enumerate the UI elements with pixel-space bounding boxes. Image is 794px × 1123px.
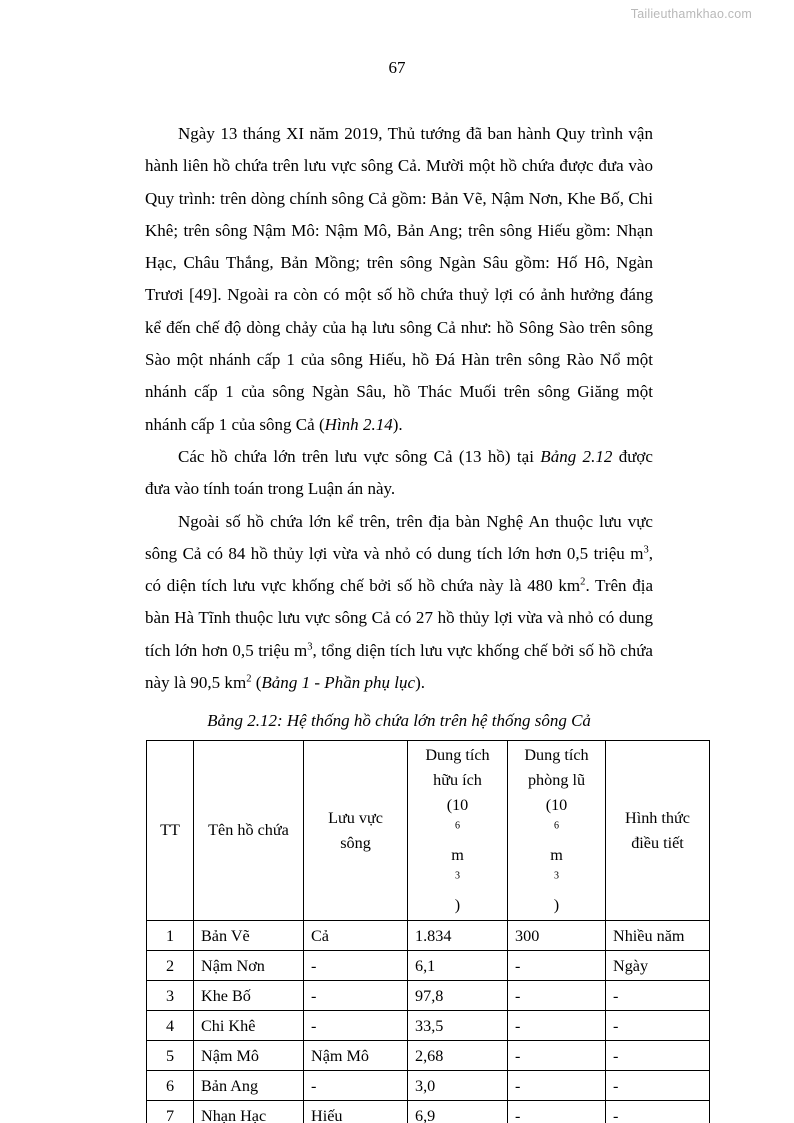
superscript-square-2: 2: [246, 673, 252, 685]
cell-regulation-type: -: [606, 1071, 710, 1101]
unit-exponent-six: 6: [454, 820, 460, 832]
cell-tt: 5: [147, 1041, 194, 1071]
table-body: [147, 921, 710, 1123]
column-header-regulation-type-line2: điều tiết: [631, 833, 684, 852]
reservoir-table: [146, 740, 710, 1123]
cell-regulation-type: -: [606, 1011, 710, 1041]
cell-useful-capacity: 33,5: [408, 1011, 508, 1041]
cell-river-basin: Nậm Mô: [304, 1041, 408, 1071]
column-header-regulation-type: [606, 741, 710, 921]
paragraph-3: [145, 506, 653, 700]
cell-reservoir-name: Bản Vẽ: [194, 921, 304, 951]
unit-prefix: (10: [545, 796, 568, 815]
cell-useful-capacity: 2,68: [408, 1041, 508, 1071]
table-row: [147, 981, 710, 1011]
unit-exponent-three: 3: [454, 870, 460, 882]
superscript-cubic-1: 3: [643, 544, 649, 556]
cell-regulation-type: -: [606, 1041, 710, 1071]
unit-exponent-six: 6: [553, 820, 559, 832]
cell-river-basin: -: [304, 1071, 408, 1101]
column-header-river-basin-line2: sông: [340, 833, 371, 852]
cell-flood-capacity: -: [508, 1101, 606, 1123]
cell-reservoir-name: Chi Khê: [194, 1011, 304, 1041]
page-number: 67: [388, 58, 406, 77]
cell-reservoir-name: Bản Ang: [194, 1071, 304, 1101]
column-header-useful-capacity-unit: [412, 793, 503, 918]
paragraph-3-text-b: , có diện tích lưu vực khống chế bởi số hồ chứa này là 480 km: [145, 543, 653, 596]
cell-river-basin: -: [304, 1011, 408, 1041]
paragraph-2: [145, 441, 653, 506]
column-header-flood-capacity-line1: Dung tích: [524, 746, 589, 765]
table-row: [147, 1101, 710, 1123]
table-row: [147, 1071, 710, 1101]
column-header-useful-capacity-line2: hữu ích: [433, 771, 482, 790]
appendix-reference: Bảng 1 - Phần phụ lục: [261, 673, 416, 693]
table-reference: Bảng 2.12: [540, 446, 613, 466]
unit-exponent-three: 3: [553, 870, 559, 882]
cell-useful-capacity: 97,8: [408, 981, 508, 1011]
cell-flood-capacity: -: [508, 1041, 606, 1071]
cell-tt: 6: [147, 1071, 194, 1101]
superscript-cubic-2: 3: [307, 641, 313, 653]
cell-reservoir-name: Nậm Nơn: [194, 951, 304, 981]
column-header-flood-capacity: [508, 741, 606, 921]
cell-flood-capacity: 300: [508, 921, 606, 951]
column-header-river-basin: [304, 741, 408, 921]
superscript-square-1: 2: [580, 576, 586, 588]
cell-river-basin: Hiếu: [304, 1101, 408, 1123]
cell-river-basin: Cả: [304, 921, 408, 951]
column-header-regulation-type-line1: Hình thức: [625, 808, 690, 827]
cell-useful-capacity: 1.834: [408, 921, 508, 951]
cell-regulation-type: Nhiều năm: [606, 921, 710, 951]
cell-useful-capacity: 3,0: [408, 1071, 508, 1101]
cell-reservoir-name: Nhạn Hạc: [194, 1101, 304, 1123]
watermark: Tailieuthamkhao.com: [630, 7, 752, 21]
column-header-flood-capacity-line2: phòng lũ: [527, 771, 586, 790]
table-header-row: [147, 741, 710, 921]
cell-tt: 7: [147, 1101, 194, 1123]
cell-reservoir-name: Khe Bố: [194, 981, 304, 1011]
column-header-flood-capacity-unit: [512, 793, 601, 918]
unit-suffix: ): [553, 896, 560, 915]
unit-metre: m: [550, 846, 563, 865]
cell-tt: 4: [147, 1011, 194, 1041]
unit-suffix: ): [454, 896, 461, 915]
paragraph-3-text-c: . Trên địa bàn Hà Tĩnh thuộc lưu vực sông Cả có 27 hồ thủy lợi vừa và nhỏ có dung tích lớn hơn 0,5 triệu m: [145, 576, 653, 660]
table-row: [147, 1041, 710, 1071]
paragraph-1: [145, 118, 653, 441]
paragraph-2-text: Các hồ chứa lớn trên lưu vực sông Cả (13 hồ) tại: [178, 446, 541, 466]
column-header-river-basin-line1: Lưu vực: [328, 808, 383, 827]
cell-flood-capacity: -: [508, 1011, 606, 1041]
unit-metre: m: [451, 846, 464, 865]
cell-river-basin: -: [304, 951, 408, 981]
cell-flood-capacity: -: [508, 1071, 606, 1101]
column-header-tt: TT: [147, 741, 194, 921]
paragraph-3-text-e: (: [251, 673, 262, 693]
cell-tt: 3: [147, 981, 194, 1011]
paragraph-1-tail: ).: [392, 414, 403, 434]
table-row: [147, 921, 710, 951]
column-header-useful-capacity-line1: Dung tích: [425, 746, 490, 765]
table-row: [147, 1011, 710, 1041]
paragraph-3-text-d: , tổng diện tích lưu vực khống chế bởi số hồ chứa này là 90,5 km: [145, 640, 653, 693]
figure-reference: Hình 2.14: [324, 414, 393, 434]
column-header-useful-capacity: [408, 741, 508, 921]
cell-flood-capacity: -: [508, 951, 606, 981]
column-header-reservoir-name: Tên hồ chứa: [194, 741, 304, 921]
cell-useful-capacity: 6,1: [408, 951, 508, 981]
cell-river-basin: -: [304, 981, 408, 1011]
paragraph-1-text: Ngày 13 tháng XI năm 2019, Thủ tướng đã ban hành Quy trình vận hành liên hồ chứa trên lưu vực sông Cả. Mười một hồ chứa được đưa vào Quy trình: trên dòng chính sông Cả gồm: Bản Vẽ, Nậm Nơn, Khe Bố, Chi Khê; trên sông Nậm Mô: Nậm Mô, Bản Ang; trên sông Hiếu gồm: Nhạn Hạc, Châu Thắng, Bản Mồng; trên sông Ngàn Sâu gồm: Hố Hô, Ngàn Trươi [49]. Ngoài ra còn có một số hồ chứa thuỷ lợi có ảnh hưởng đáng kể đến chế độ dòng chảy của hạ lưu sông Cả như: hồ Sông Sào trên sông Sào một nhánh cấp 1 của sông Hiếu, hồ Đá Hàn trên sông Rào Nổ một nhánh cấp 1 của sông Ngàn Sâu, hồ Thác Muối trên sông Giăng một nhánh cấp 1 của sông Cả (: [145, 124, 653, 434]
cell-regulation-type: -: [606, 1101, 710, 1123]
table-row: [147, 951, 710, 981]
cell-tt: 1: [147, 921, 194, 951]
cell-flood-capacity: -: [508, 981, 606, 1011]
cell-reservoir-name: Nậm Mô: [194, 1041, 304, 1071]
cell-regulation-type: -: [606, 981, 710, 1011]
cell-useful-capacity: 6,9: [408, 1101, 508, 1123]
cell-tt: 2: [147, 951, 194, 981]
table-caption: Bảng 2.12: Hệ thống hồ chứa lớn trên hệ thống sông Cả: [207, 711, 591, 731]
document-body: [145, 118, 690, 1123]
paragraph-3-text-f: ).: [415, 673, 426, 693]
paragraph-2-tail: được đưa vào tính toán trong Luận án này.: [145, 446, 653, 499]
cell-regulation-type: Ngày: [606, 951, 710, 981]
paragraph-3-text-a: Ngoài số hồ chứa lớn kể trên, trên địa bàn Nghệ An thuộc lưu vực sông Cả có 84 hồ thủy lợi vừa và nhỏ có dung tích lớn hơn 0,5 triệu m: [145, 511, 653, 563]
unit-prefix: (10: [446, 796, 469, 815]
